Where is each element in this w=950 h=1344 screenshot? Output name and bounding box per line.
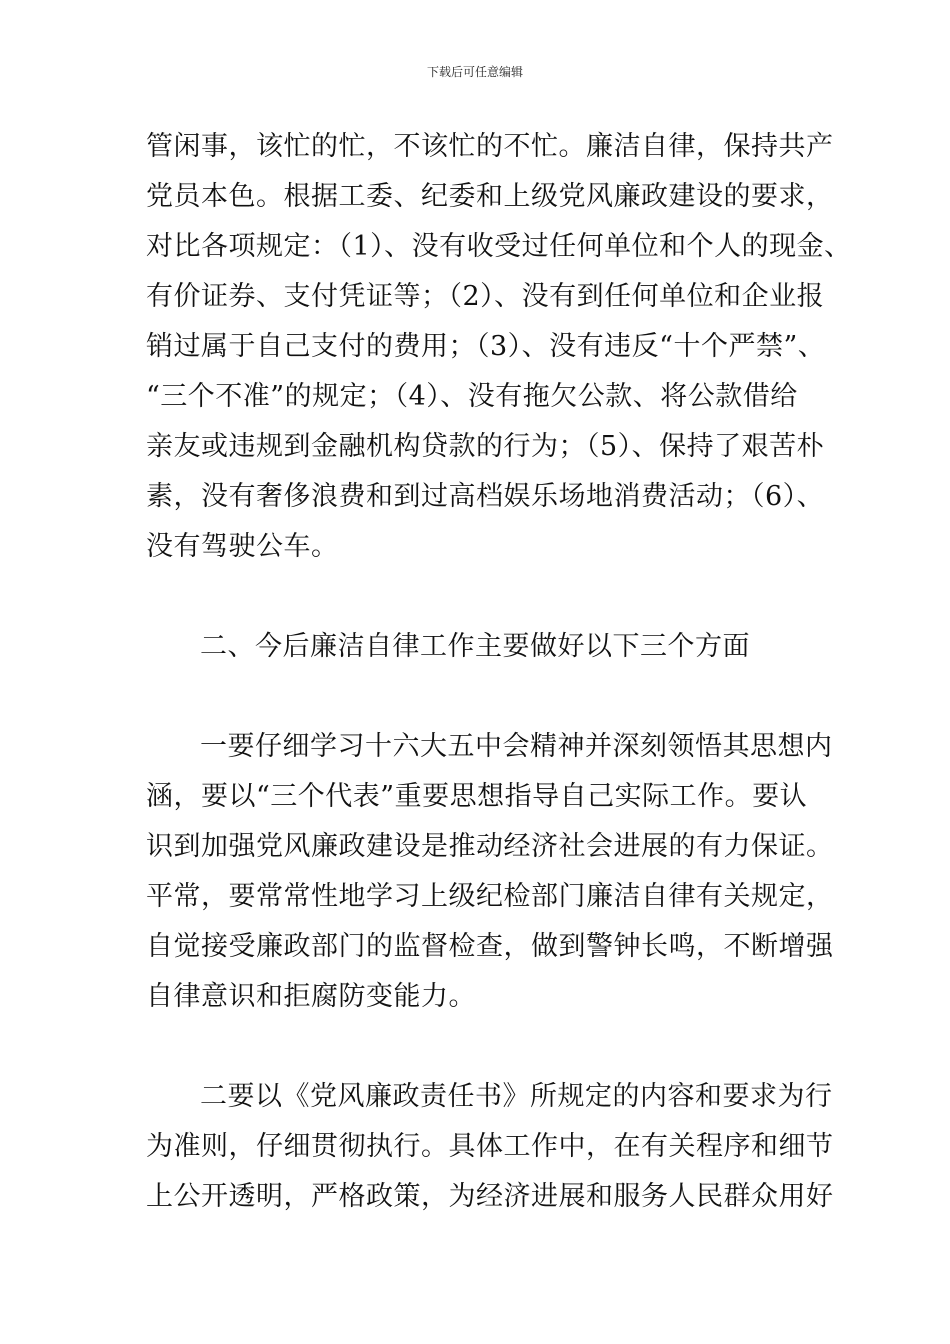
page-header: 下载后可任意编辑 (426, 65, 523, 79)
text-line: 没有驾驶公车。 (146, 531, 339, 562)
paragraph-responsibility (146, 1072, 834, 1222)
text-line: 识到加强党风廉政建设是推动经济社会进展的有力保证。 (146, 831, 834, 862)
section-heading: 二、今后廉洁自律工作主要做好以下三个方面 (200, 631, 750, 662)
text-line: 涵，要以“三个代表”重要思想指导自己实际工作。要认 (146, 781, 808, 812)
text-line: 自律意识和拒腐防变能力。 (146, 981, 476, 1012)
text-line: 对比各项规定：（1）、没有收受过任何单位和个人的现金、 (146, 231, 852, 262)
text-line: 党员本色。根据工委、纪委和上级党风廉政建设的要求， (146, 181, 834, 212)
text-line: 素，没有奢侈浪费和到过高档娱乐场地消费活动；（6）、 (146, 481, 825, 512)
text-line: 上公开透明，严格政策，为经济进展和服务人民群众用好 (146, 1181, 834, 1212)
text-line: 有价证券、支付凭证等；（2）、没有到任何单位和企业报 (146, 281, 825, 312)
text-line: 平常，要常常性地学习上级纪检部门廉洁自律有关规定， (146, 881, 834, 912)
text-line: 自觉接受廉政部门的监督检查，做到警钟长鸣，不断增强 (146, 931, 834, 962)
text-line: 亲友或违规到金融机构贷款的行为；（5）、保持了艰苦朴 (146, 431, 825, 462)
text-line: 管闲事，该忙的忙，不该忙的不忙。廉洁自律，保持共产 (146, 131, 834, 162)
text-line: 一要仔细学习十六大五中会精神并深刻领悟其思想内 (200, 731, 833, 762)
document-body (146, 122, 852, 1222)
paragraph-study (146, 722, 834, 1022)
text-line: 销过属于自己支付的费用；（3）、没有违反“十个严禁”、 (146, 331, 826, 362)
text-line: 为准则，仔细贯彻执行。具体工作中，在有关程序和细节 (146, 1131, 834, 1162)
paragraph-discipline-review (146, 122, 852, 572)
text-line: “三个不准”的规定；（4）、没有拖欠公款、将公款借给 (146, 381, 798, 412)
text-line: 二要以《党风廉政责任书》所规定的内容和要求为行 (200, 1081, 833, 1112)
